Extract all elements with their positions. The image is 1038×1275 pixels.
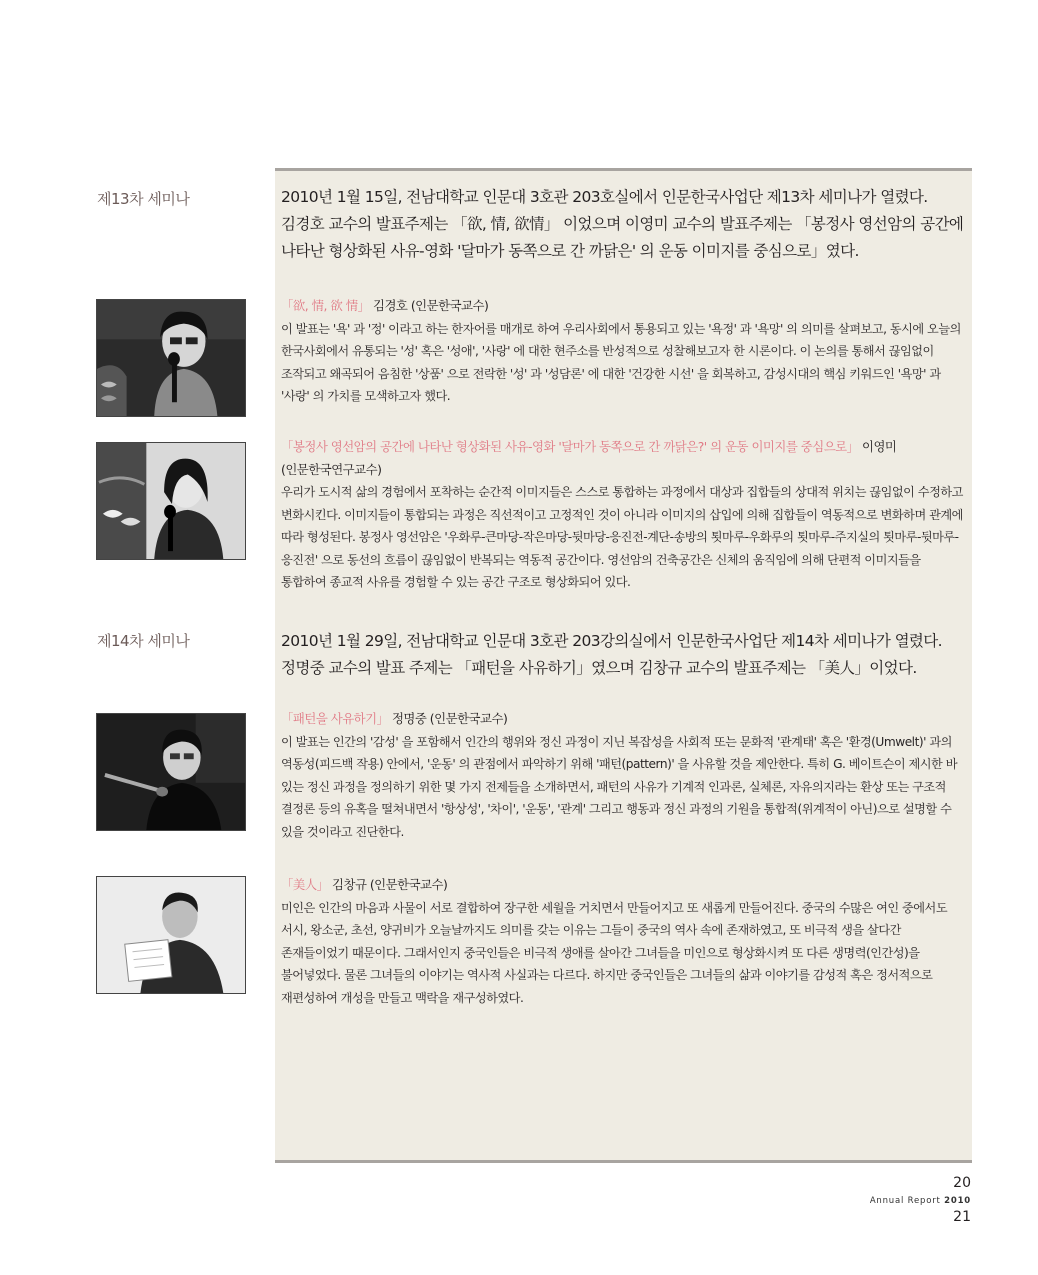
- talk-body: 우리가 도시적 삶의 경험에서 포착하는 순간적 이미지들은 스스로 통합하는 과정에서 대상과 집합들의 상대적 위치는 끊임없이 수정하고 변화시킨다. 이미지들이 통합되는 과정은 직선적이고 고정적인 것이 아니라 이미지의 삽입에 의해 집합들이 역동적으로 변화하며 관계에 따라 형성된다. 봉정사 영선암은 '우화루-큰마당-작은마당-뒷마당-응진전-계단-송방의 툇마루-우화루의 툇마루-주지실의 툇마루-뒷마루-응진전' 으로 동선의 흐름이 끊임없이 반복되는 역동적 공간이다. 영선암의 건축공간은 신체의 움직임에 의해 단편적 이미지들을 통합하여 종교적 사유를 경험할 수 있는 공간 구조로 형상화되어 있다.: [281, 485, 963, 589]
- seminar-14-label: 제14차 세미나: [97, 632, 190, 650]
- talk-topic: 「봉정사 영선암의 공간에 나타난 형상화된 사유-영화 '달마가 동쪽으로 간 까닭은?' 의 운동 이미지를 중심으로」: [281, 439, 859, 454]
- talk-topic: 「欲, 情, 欲 情」: [281, 298, 370, 313]
- talk-heading: [281, 295, 969, 318]
- talk-block-1: [281, 295, 969, 408]
- talk-block-2: [281, 436, 969, 594]
- seminar-13-label: 제13차 세미나: [97, 190, 190, 208]
- report-year: 2010: [944, 1196, 971, 1206]
- talk-heading: [281, 874, 969, 897]
- talk-topic: 「美人」: [281, 877, 329, 892]
- speaker-photo-lee-youngmi: [96, 442, 246, 560]
- talk-speaker: 김창규 (인문한국교수): [328, 877, 448, 892]
- seminar-13-intro: 2010년 1월 15일, 전남대학교 인문대 3호관 203호실에서 인문한국사업단 제13차 세미나가 열렸다. 김경호 교수의 발표주제는 「欲, 情, 欲情」 이었으며 이영미 교수의 발표주제는 「봉정사 영선암의 공간에 나타난 형상화된 사유-영화 '달마가 동쪽으로 간 까닭은' 의 운동 이미지를 중심으로」였다.: [281, 188, 964, 260]
- talk-body: 이 발표는 인간의 '감성' 을 포함해서 인간의 행위와 정신 과정이 지닌 복잡성을 사회적 또는 문화적 '관계태' 혹은 '환경(Umwelt)' 과의 역동성(피드백 작용) 안에서, '운동' 의 관점에서 파악하기 위해 '패턴(pattern)' 을 사유할 것을 제안한다. 특히 G. 베이트슨이 제시한 바 있는 정신 과정을 정의하기 위한 몇 가지 전제들을 소개하면서, 패턴의 사유가 기계적 인과론, 실체론, 자유의지라는 환상 또는 구조적 결정론 등의 유혹을 떨쳐내면서 '항상성', '차이', '운동', '관계' 그리고 행동과 정신 과정의 기원을 통합적(위계적이 아닌)으로 설명할 수 있을 것이라고 진단한다.: [281, 734, 957, 839]
- speaker-photo-kim-changkyu: [96, 876, 246, 994]
- talk-speaker: 정명중 (인문한국교수): [388, 711, 508, 726]
- annual-report-label: [870, 1196, 971, 1206]
- talk-block-3: [281, 708, 969, 843]
- talk-heading: [281, 708, 969, 731]
- seminar-14-intro: 2010년 1월 29일, 전남대학교 인문대 3호관 203강의실에서 인문한국사업단 제14차 세미나가 열렸다. 정명중 교수의 발표 주제는 「패턴을 사유하기」였으며 김창규 교수의 발표주제는 「美人」이었다.: [281, 632, 943, 677]
- talk-body: 미인은 인간의 마음과 사물이 서로 결합하여 장구한 세월을 거치면서 만들어지고 또 새롭게 만들어진다. 중국의 수많은 여인 중에서도 서시, 왕소군, 초선, 양귀비가 오늘날까지도 의미를 갖는 이유는 그들이 중국의 역사 속에 존재하였고, 또 비극적 생을 살다간 존재들이었기 때문이다. 그래서인지 중국인들은 비극적 생애를 살아간 그녀들을 미인으로 형상화시켜 또 다른 생명력(인간성)을 불어넣었다. 물론 그녀들의 이야기는 역사적 사실과는 다르다. 하지만 중국인들은 그녀들의 삶과 이야기를 감성적 혹은 정서적으로 재편성하여 개성을 만들고 맥락을 재구성하였다.: [281, 900, 948, 1005]
- page-number-right: 21: [953, 1209, 971, 1225]
- talk-topic: 「패턴을 사유하기」: [281, 711, 389, 726]
- talk-body: 이 발표는 '욕' 과 '정' 이라고 하는 한자어를 매개로 하여 우리사회에서 통용되고 있는 '욕정' 과 '욕망' 의 의미를 살펴보고, 동시에 오늘의 한국사회에서 유통되는 '성' 혹은 '성애', '사랑' 에 대한 현주소를 반성적으로 성찰해보고자 한 시론이다. 이 논의를 통해서 끊임없이 조작되고 왜곡되어 음침한 '상품' 으로 전락한 '성' 과 '성담론' 에 대한 '건강한 시선' 을 회복하고, 감성시대의 핵심 키워드인 '욕망' 과 '사랑' 의 가치를 모색하고자 했다.: [281, 321, 961, 403]
- speaker-photo-kim-kyungho: [96, 299, 246, 417]
- talk-speaker: 김경호 (인문한국교수): [369, 298, 489, 313]
- speaker-photo-jung-myungjung: [96, 713, 246, 831]
- talk-speaker: 이영미 (인문한국연구교수): [281, 439, 897, 477]
- talk-heading: [281, 436, 969, 481]
- page-number-left: 20: [953, 1175, 971, 1191]
- talk-block-4: [281, 874, 969, 1009]
- report-prefix: Annual Report: [869, 1196, 945, 1206]
